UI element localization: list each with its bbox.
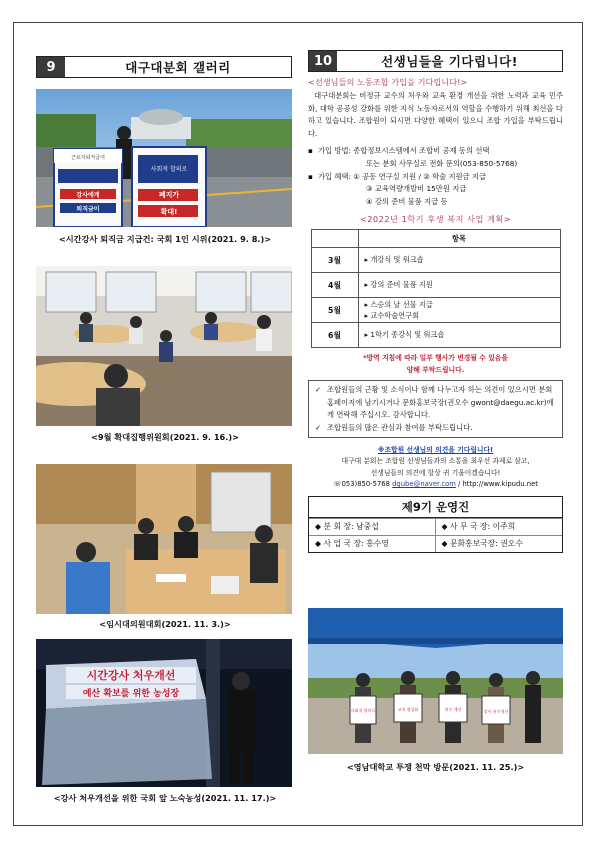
- staff-member: ◆ 분 회 장: 남중섭: [309, 518, 436, 535]
- gallery-header: [36, 56, 292, 78]
- svg-text:폐지가: 폐지가: [158, 191, 180, 199]
- table-row: 3월 ▸ 개강식 및 워크숍: [311, 248, 560, 273]
- staff-grid: [308, 518, 563, 553]
- caption-2: <9월 확대집행위원회(2021. 9. 16.)>: [91, 432, 239, 442]
- svg-text:처우 개선: 처우 개선: [444, 707, 462, 712]
- teachers-section: [308, 50, 563, 772]
- welfare-table: [311, 229, 561, 348]
- join-benefit-4: ④ 강의 준비 물품 지급 등: [366, 196, 448, 206]
- section-title: 대구대분회 갤러리: [125, 60, 231, 75]
- table-row: 5월 ▸ 스승의 날 선물 지급 ▸ 교수학술연구회: [311, 298, 560, 323]
- join-benefit: 가입 혜택: ① 공동 연구실 지원 / ② 학술 지원금 지급: [318, 171, 487, 181]
- tent-banner-line1: 시간강사 처우개선: [86, 669, 176, 682]
- join-subheading: <선생님들의 노동조합 가입을 기다립니다!>: [308, 77, 468, 87]
- opinion-body: 대구대 분회는 조합원 선생님들과의 소통을 최우선 과제로 삼고, 선생님들의 의견에 항상 귀 기울이겠습니다!: [341, 456, 530, 477]
- opinion-title: ※조합원 선생님의 의견을 기다립니다!: [377, 445, 494, 454]
- protester: [525, 671, 541, 743]
- svg-text:확대!: 확대!: [160, 208, 178, 216]
- intro-paragraph: 대구대분회는 비정규 교수의 처우와 교육 환경 개선을 위한 노력과 교육 민주화, 대학 공공성 강화를 위한 지식 노동자로서의 역할을 수행하기 위해 최선을 다하고 있습니다. 조합원이 되시면 다양한 혜택이 있으니 조합 가입을 부탁드립니다.: [308, 91, 563, 138]
- section-number: 10: [309, 51, 337, 71]
- svg-text:예산 확보를 위한 농성장: 예산 확보를 위한 농성장: [82, 689, 180, 699]
- table-corner: [311, 230, 358, 248]
- svg-text:사회적 합의로: 사회적 합의로: [350, 708, 376, 713]
- covid-note: *방역 지침에 따라 일부 행사가 변경될 수 있음을 양해 부탁드립니다.: [363, 354, 508, 375]
- photo-delegates-meeting: [36, 464, 292, 614]
- photo-sit-in-tent: [36, 639, 292, 787]
- check-icon: ✓: [315, 422, 322, 432]
- join-info: ▪ 가입 방법: 종합정보시스템에서 조합비 공제 동의 선택 또는 분회 사무실로 전화 문의(053-850-5768) ▪ 가입 혜택: ① 공동 연구실 지원 / ② 학술 지원금 지급 ③ 교육역량개발비 15만원 지급 ④ 강의 준비 물품 지급 등: [308, 145, 563, 208]
- table-row: 6월 ▸ 1학기 종강식 및 워크숍: [311, 323, 560, 348]
- contact-line: [308, 480, 563, 488]
- staff-member: ◆ 사 업 국 장: 홍수영: [309, 535, 436, 552]
- phone-number: ☏053)850-5768: [333, 479, 390, 488]
- svg-text:교육 정상화: 교육 정상화: [397, 707, 419, 712]
- svg-text:퇴직금이: 퇴직금이: [76, 206, 100, 213]
- caption-yeungnam: <영남대학교 투쟁 천막 방문(2021. 11. 25.)>: [346, 762, 525, 772]
- caption-3: <임시대의원대회(2021. 11. 3.)>: [99, 619, 231, 629]
- website-link[interactable]: / http://www.kipudu.net: [458, 479, 538, 488]
- caption-1: <시간강사 퇴직금 지급건: 국회 1인 시위(2021. 9. 8.)>: [58, 234, 272, 244]
- photo-yeungnam-visit: [308, 608, 563, 754]
- svg-text:강사에게: 강사에게: [76, 192, 100, 199]
- join-method-alt: 또는 분회 사무실로 전화 문의(053-850-5768): [366, 158, 518, 168]
- notice-box: ✓ 조합원들의 근황 및 소식이나 함께 나누고자 하는 의견이 있으시면 분회 홈페이지에 남기시거나 문화홍보국장(권오수 gwont@daegu.ac.kr)에게 연락해 주십시오. 감사합니다. ✓ 조합원들의 많은 관심과 참여를 부탁드립니다.: [308, 380, 563, 438]
- svg-text:사회적 합의로: 사회적 합의로: [150, 166, 188, 173]
- check-icon: ✓: [315, 385, 322, 395]
- photo-executive-meeting: [36, 266, 292, 426]
- teachers-header: [308, 50, 563, 72]
- join-method: 가입 방법: 종합정보시스템에서 조합비 공제 동의 선택: [318, 146, 490, 156]
- sign-left-text: 근로자퇴직급여: [71, 155, 105, 161]
- section-number: 9: [37, 57, 65, 77]
- email-link[interactable]: dgube@naver.com: [392, 479, 456, 488]
- section-title: 선생님들을 기다립니다!: [381, 54, 518, 69]
- welfare-heading: <2022년 1학기 후생 복지 사업 계획>: [359, 214, 512, 225]
- caption-4: <강사 처우개선을 위한 국회 앞 노숙농성(2021. 11. 17.)>: [53, 793, 277, 803]
- photo-protest-assembly: [36, 89, 292, 227]
- staff-member: ◆ 문화홍보국장: 권오수: [436, 535, 563, 552]
- svg-text:강사 처우개선: 강사 처우개선: [483, 709, 509, 714]
- join-benefit-3: ③ 교육역량개발비 15만원 지급: [366, 184, 467, 194]
- table-row: 4월 ▸ 강의 준비 물품 지원: [311, 273, 560, 298]
- gallery-section: [36, 56, 292, 803]
- table-header: 항목: [358, 230, 560, 248]
- staff-title: 제9기 운영진: [308, 496, 563, 518]
- staff-member: ◆ 사 무 국 장: 이주희: [436, 518, 563, 535]
